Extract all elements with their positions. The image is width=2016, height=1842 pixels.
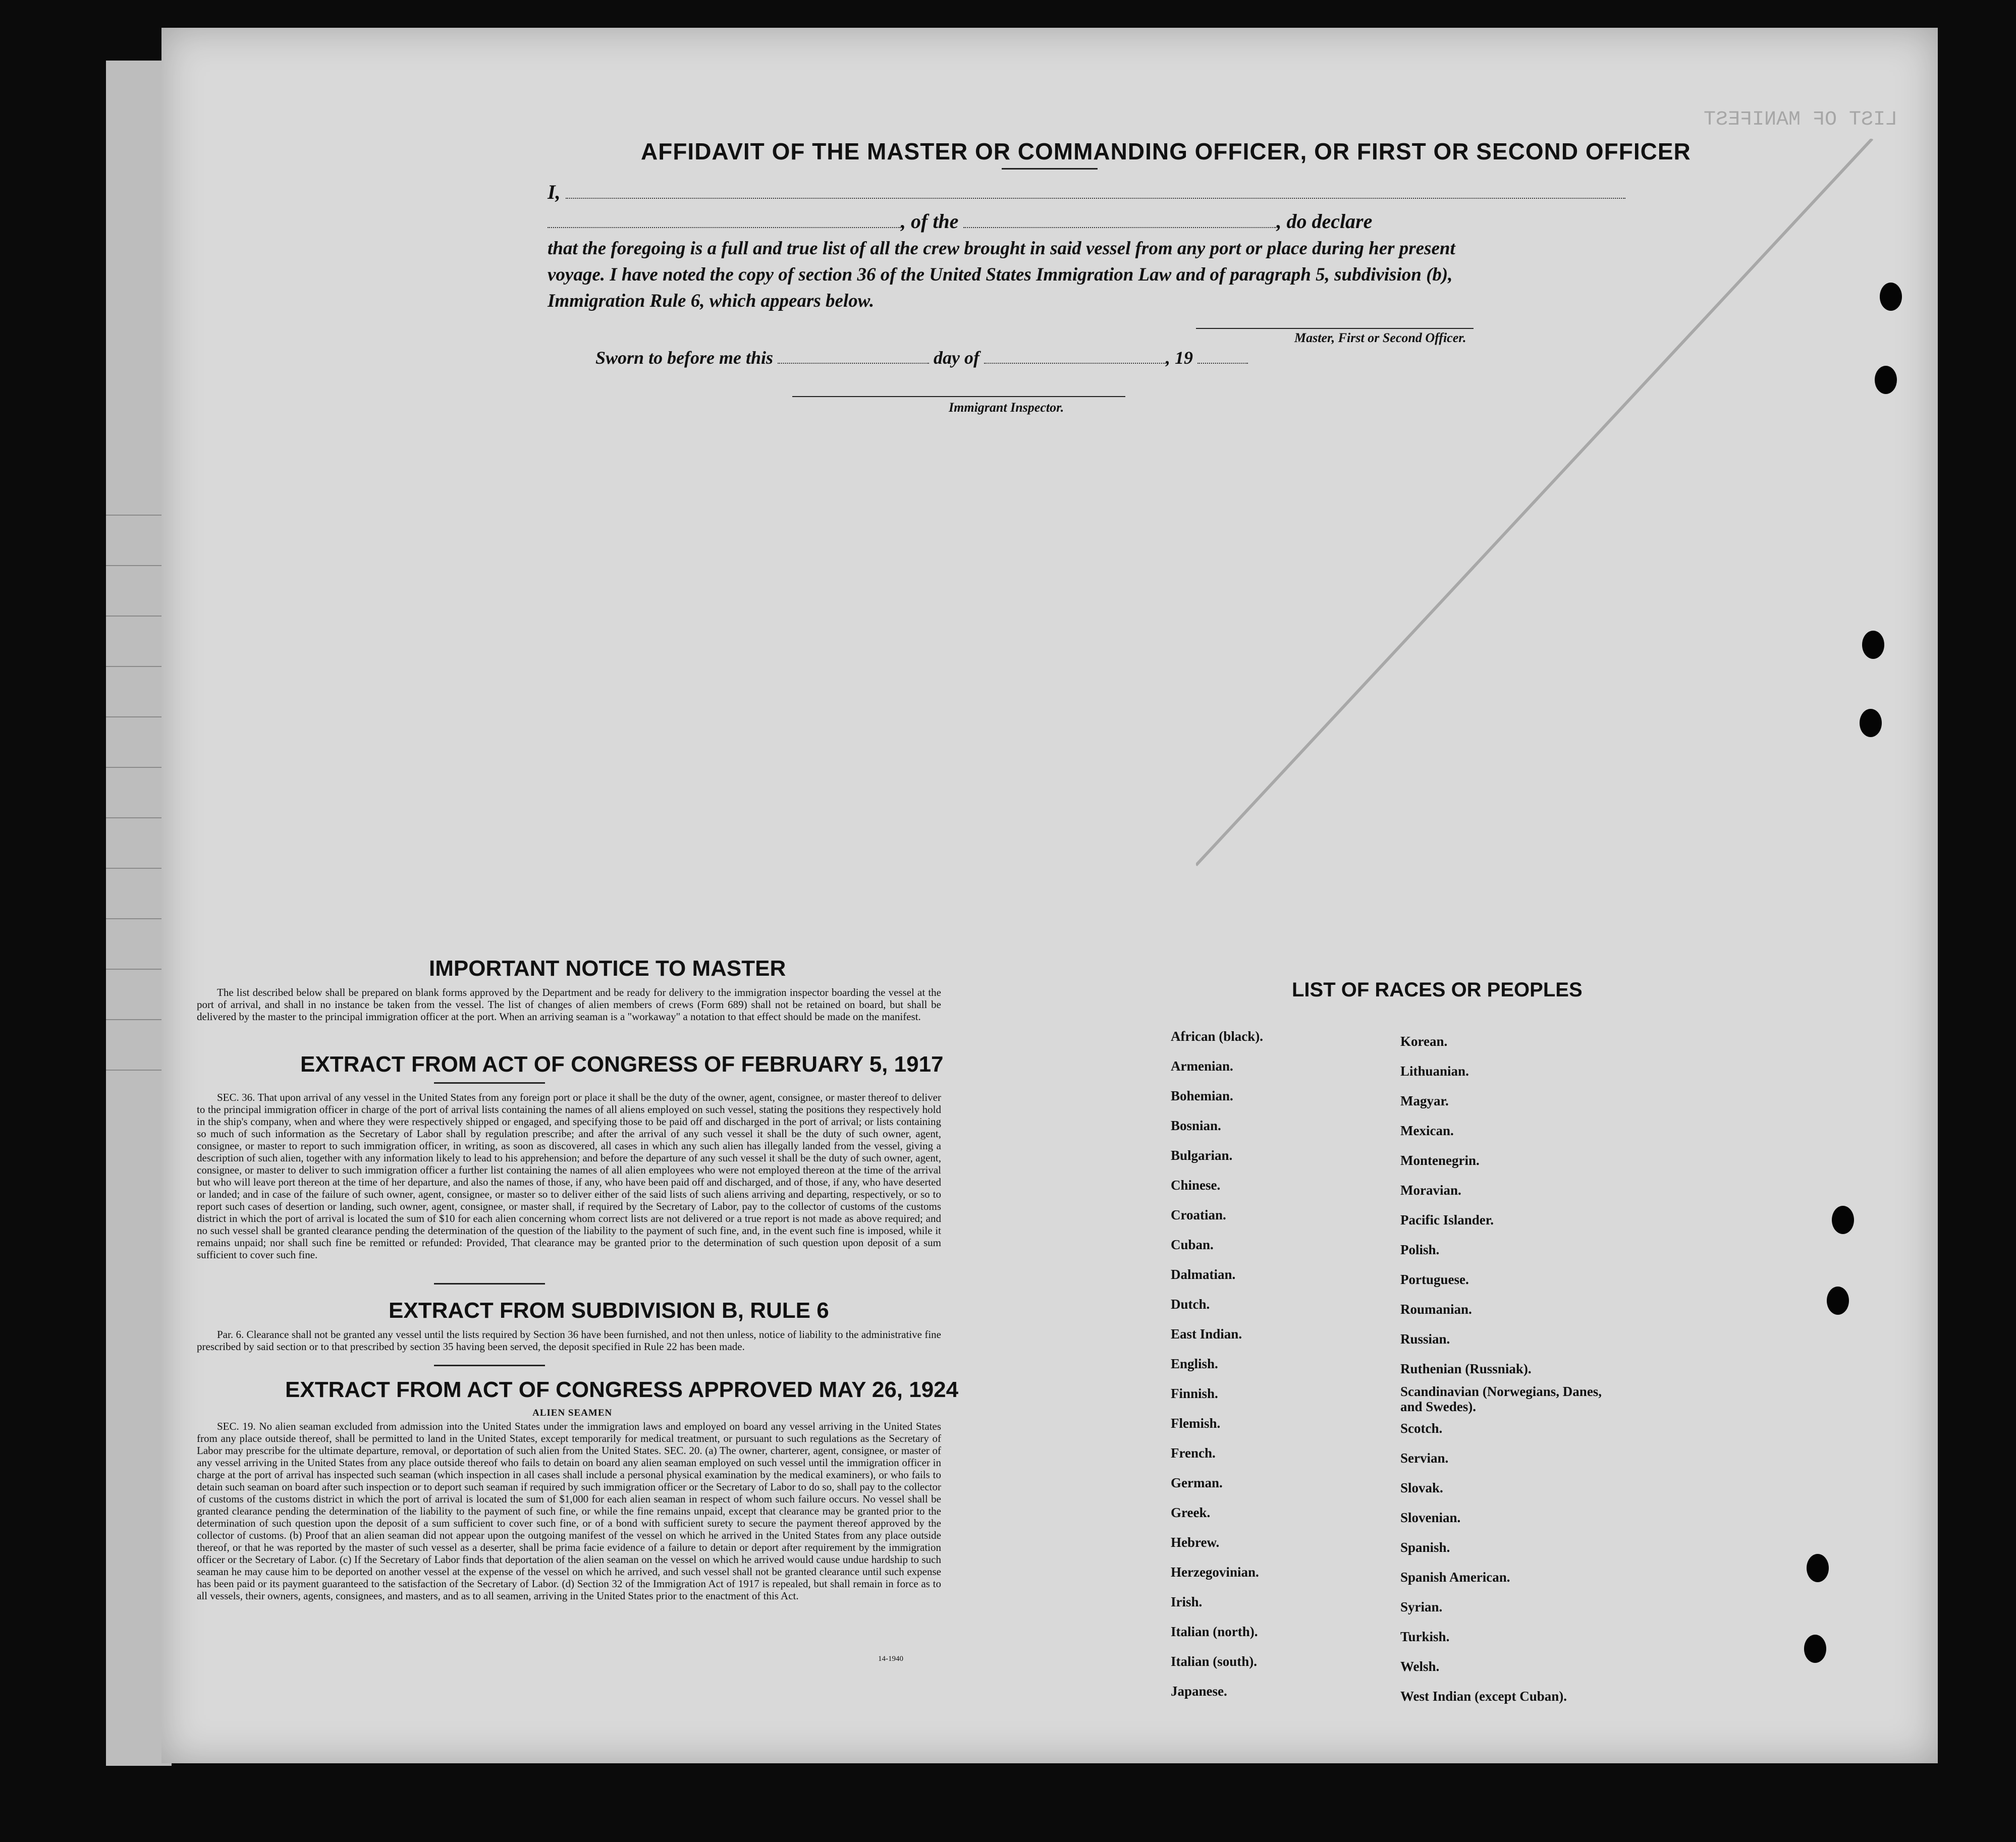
- race-item: Slovenian.: [1400, 1510, 1461, 1525]
- extract-1924-body: SEC. 19. No alien seaman excluded from admission into the United States under the immigration laws and employed on board any vessel arriving in the United States from any place outside thereof, shall be permitted to land in the United States, except temporarily for medical treatment, or pursuant to such regulations as the Secretary of Labor may prescribe for the ultimate departure, removal, or deportation of such alien from the United States. SEC. 20. (a) The owner, charterer, agent, consignee, or master of any vessel arriving in the United States from any place outside thereof who fails to detain on board any alien seaman employed on such vessel until the immigration officer in charge at the port of arrival has inspected such seaman (which inspection in all cases shall include a personal physical examination by the medical examiners), or who fails to detain such seaman on board after such inspection or to deport such seaman if required by such immigration officer or the Secretary of Labor to do so, shall pay to the collector of customs of the customs district in which the port of arrival is located the sum of $1,000 for each alien seaman in respect of whom such failure occurs. No vessel shall be granted clearance pending the determination of the liability to the payment of such fine, or while the fine remains unpaid, except that clearance may be granted prior to the determination of such question upon the deposit of a sum sufficient to cover such fine, or of a bond with sufficient surety to secure the payment thereof approved by the collector of customs. (b) Proof that an alien seaman did not appear upon the outgoing manifest of the vessel on which he arrived in the United States from any place outside thereof, or that he was reported by the master of such vessel as a deserter, shall be prima facie evidence of a failure to detain or deport after requirement by the immigration officer or the Secretary of Labor. (c) If the Secretary of Labor finds that deportation of the alien seaman on the vessel on which he arrived would cause undue hardship to such seaman he may cause him to be deported on another vessel at the expense of the vessel on which he arrived, and such vessel shall not be granted clearance until such expense has been paid or its payment guaranteed to the satisfaction of the Secretary of Labor. (d) Section 32 of the Immigration Act of 1917 is repealed, but shall remain in force as to all vessels, their owners, agents, consignees, and masters, and as to all seamen, arriving in the United States prior to the enactment of this Act.: [197, 1420, 941, 1602]
- of-the: , of the: [901, 210, 959, 233]
- binder-hole: [1827, 1287, 1849, 1315]
- affidavit-heading: AFFIDAVIT OF THE MASTER OR COMMANDING OFFICER, OR FIRST OR SECOND OFFICER: [641, 138, 1691, 164]
- diagonal-stroke: [1196, 139, 1877, 870]
- binder-hole: [1804, 1635, 1826, 1663]
- subdivision-top-rule: [434, 1283, 545, 1285]
- notice-body: The list described below shall be prepared on blank forms approved by the Department and be ready for delivery to the immigration inspector boarding the vessel at the port of arrival, and shall in no instance be taken from the vessel. The list of changes of alien members of crews (Form 689) shall not be retained on board, but shall be delivered by the master to the principal immigration officer at the port. When an arriving seaman is a "workaway" a notation to that effect should be made on the manifest.: [197, 986, 941, 1023]
- race-item: Montenegrin.: [1400, 1153, 1480, 1168]
- form-number: 14-1940: [878, 1655, 903, 1663]
- extract-1924-top-rule: [434, 1365, 545, 1366]
- race-item: Slovak.: [1400, 1480, 1443, 1495]
- race-item: Magyar.: [1400, 1093, 1449, 1108]
- extract-1917-title: EXTRACT FROM ACT OF CONGRESS OF FEBRUARY 5, 1917: [300, 1052, 944, 1077]
- race-item: Russian.: [1400, 1331, 1450, 1347]
- race-item: Polish.: [1400, 1242, 1440, 1257]
- sworn-line: [595, 345, 1248, 371]
- race-item: Spanish.: [1400, 1540, 1450, 1555]
- races-left-column: [1171, 1022, 1383, 1706]
- race-item: Korean.: [1400, 1034, 1448, 1049]
- race-item: Roumanian.: [1400, 1302, 1472, 1317]
- extract-1917-rule: [434, 1082, 545, 1084]
- race-item: Flemish.: [1171, 1416, 1221, 1431]
- races-right-column: [1400, 1027, 1764, 1711]
- race-item: Finnish.: [1171, 1386, 1218, 1401]
- subdivision-body: Par. 6. Clearance shall not be granted any vessel until the lists required by Section 36 have been furnished, and not then unless, notice of liability to the administrative fine prescribed by said section or to that prescribed by section 35 having been served, the deposit specified in Rule 22 has been made.: [197, 1328, 941, 1353]
- sworn-prefix: Sworn to before me this: [595, 348, 774, 368]
- race-item: Greek.: [1171, 1505, 1211, 1520]
- race-item: Irish.: [1171, 1594, 1203, 1609]
- signature-label: Master, First or Second Officer.: [1294, 330, 1466, 345]
- race-item: Italian (north).: [1171, 1624, 1258, 1639]
- race-item: Cuban.: [1171, 1237, 1214, 1252]
- race-item: Japanese.: [1171, 1684, 1227, 1699]
- sworn-month-blank: [984, 349, 1166, 364]
- do-declare: , do declare: [1276, 210, 1373, 233]
- sworn-day: day of: [934, 348, 980, 368]
- race-item: Scandinavian (Norwegians, Danes, and Swedes).: [1400, 1384, 1602, 1414]
- race-item: East Indian.: [1171, 1326, 1242, 1342]
- binder-hole: [1832, 1206, 1854, 1234]
- sworn-year: , 19: [1166, 348, 1193, 368]
- bleed-through-text: LIST OF MANIFEST: [1703, 108, 1897, 131]
- affidavit-line5: Immigration Rule 6, which appears below.: [548, 291, 875, 311]
- race-item: Italian (south).: [1171, 1654, 1258, 1669]
- race-item: Mexican.: [1400, 1123, 1454, 1138]
- race-item: Bosnian.: [1171, 1118, 1221, 1133]
- race-item: Syrian.: [1400, 1599, 1443, 1614]
- race-item: Hebrew.: [1171, 1535, 1220, 1550]
- race-item: English.: [1171, 1356, 1218, 1371]
- binder-hole: [1860, 709, 1882, 737]
- race-item: Pacific Islander.: [1400, 1212, 1494, 1227]
- race-item: Scotch.: [1400, 1421, 1443, 1436]
- rank-blank: [548, 212, 901, 228]
- race-item: Herzegovinian.: [1171, 1565, 1259, 1580]
- race-item: Chinese.: [1171, 1178, 1221, 1193]
- binder-hole: [1807, 1554, 1829, 1582]
- document-page: [161, 28, 1938, 1763]
- affidavit-i: I,: [548, 181, 561, 203]
- race-item: Lithuanian.: [1400, 1064, 1469, 1079]
- race-item: Portuguese.: [1400, 1272, 1469, 1287]
- binder-hole: [1862, 631, 1884, 659]
- race-item: Bohemian.: [1171, 1088, 1233, 1103]
- sworn-date-blank: [778, 349, 929, 364]
- heading-rule: [1002, 168, 1098, 170]
- race-item: Turkish.: [1400, 1629, 1450, 1644]
- race-item: French.: [1171, 1445, 1216, 1461]
- race-item: Welsh.: [1400, 1659, 1440, 1674]
- race-item: Dutch.: [1171, 1297, 1210, 1312]
- binder-hole: [1880, 283, 1902, 311]
- race-item: Ruthenian (Russniak).: [1400, 1361, 1532, 1376]
- race-item: African (black).: [1171, 1029, 1263, 1044]
- race-item: Spanish American.: [1400, 1570, 1510, 1585]
- race-item: Moravian.: [1400, 1183, 1461, 1198]
- inspector-label: Immigrant Inspector.: [949, 400, 1064, 415]
- extract-1924-title: EXTRACT FROM ACT OF CONGRESS APPROVED MAY 26, 1924: [285, 1377, 959, 1402]
- inspector-line: [792, 396, 1125, 397]
- race-item: German.: [1171, 1475, 1223, 1490]
- notice-title: IMPORTANT NOTICE TO MASTER: [429, 956, 786, 981]
- race-item: Armenian.: [1171, 1058, 1233, 1074]
- extract-1917-body: SEC. 36. That upon arrival of any vessel in the United States from any foreign port or place it shall be the duty of the owner, agent, consignee, or master thereof to deliver to the principal immigration officer in charge of the port of arrival lists containing the names of all aliens employed on such vessel, stating the positions they respectively hold in the ship's company, when and where they were respectively shipped or engaged, and specifying those to be paid off and discharged in the port of arrival; or lists containing so much of such information as the Secretary of Labor shall by regulation prescribe; and after the arrival of any such vessel it shall be the duty of such owner, agent, consignee, or master to report to such immigration officer, in writing, as soon as discovered, all cases in which any such alien has illegally landed from the vessel, giving a description of such alien, together with any information likely to lead to his apprehension; and before the departure of any such vessel it shall be the duty of such owner, agent, consignee, or master to deliver to such immigration officer a further list containing the names of all alien employees who were not employed thereon at the time of the arrival but who will leave port thereon at the time of her departure, and also the names of those, if any, who have been paid off and discharged, and of those, if any, who have deserted or landed; and in case of the failure of such owner, agent, consignee, or master so to deliver either of the said lists of such aliens arriving and departing, respectively, or so to report such cases of desertion or landing, such owner, agent, consignee, or master shall, if required by the Secretary of Labor, pay to the collector of customs of the customs district in which the port of arrival is located the sum of $10 for each alien concerning whom correct lists are not delivered or a true report is not made as above required; and no such vessel shall be granted clearance pending the determination of the question of the liability to the payment of such fine, and, in the event such fine is imposed, while it remains unpaid; nor shall such fine be remitted or refunded: Provided, That clearance may be granted prior to the determination of such question upon deposit of a sum sufficient to cover such fine.: [197, 1091, 941, 1261]
- race-item: Croatian.: [1171, 1207, 1226, 1222]
- subdivision-title: EXTRACT FROM SUBDIVISION B, RULE 6: [389, 1298, 829, 1323]
- race-item: Servian.: [1400, 1450, 1449, 1466]
- affidavit-line3: that the foregoing is a full and true list of all the crew brought in said vessel from any port or place during her present: [548, 238, 1455, 259]
- race-item: Dalmatian.: [1171, 1267, 1236, 1282]
- extract-1924-subtitle: ALIEN SEAMEN: [532, 1408, 613, 1418]
- affidavit-line4: voyage. I have noted the copy of section 36 of the United States Immigration Law and of paragraph 5, subdivision (b),: [548, 264, 1453, 285]
- race-item: West Indian (except Cuban).: [1400, 1689, 1567, 1704]
- races-title: LIST OF RACES OR PEOPLES: [1292, 979, 1583, 1001]
- race-item: Bulgarian.: [1171, 1148, 1233, 1163]
- binder-hole: [1875, 366, 1897, 394]
